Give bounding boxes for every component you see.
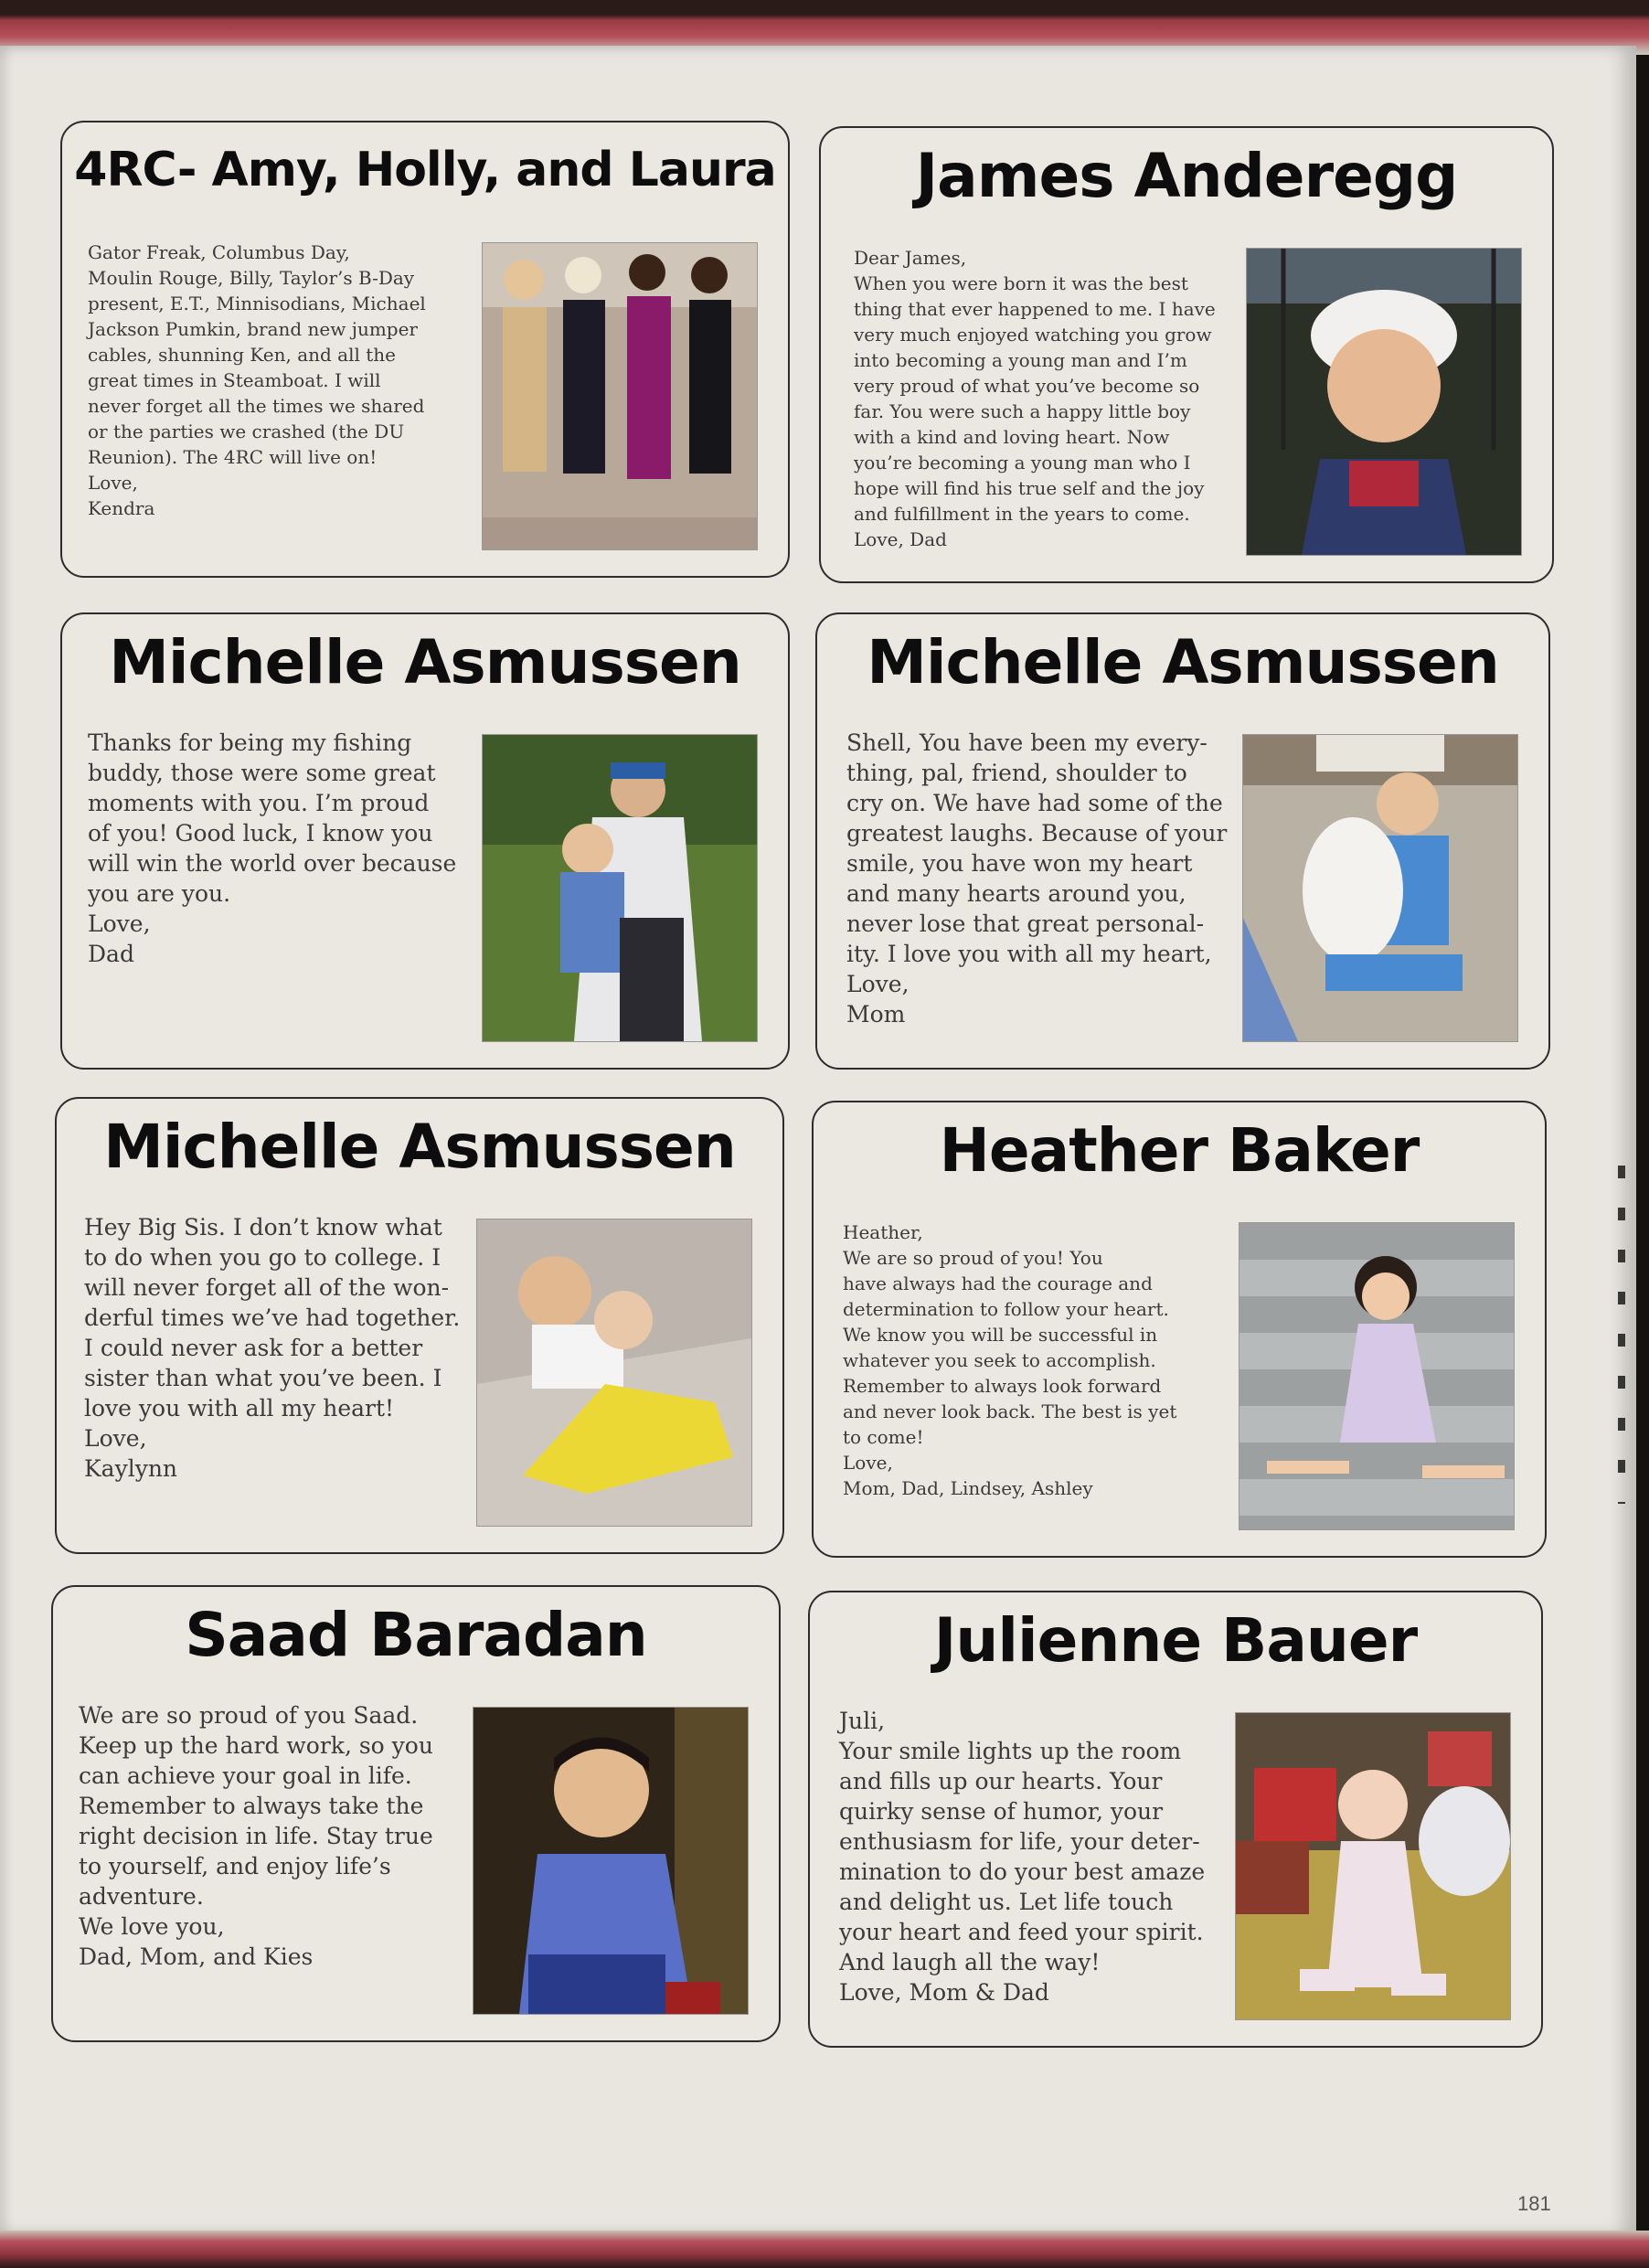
tribute-card — [808, 1591, 1543, 2048]
tribute-photo — [1247, 249, 1521, 555]
tribute-title: Michelle Asmussen — [867, 627, 1499, 697]
tribute-title: 4RC- Amy, Holly, and Laura — [74, 143, 776, 197]
tribute-card — [51, 1585, 781, 2042]
tribute-photo — [477, 1219, 751, 1526]
tribute-photo — [1239, 1223, 1514, 1529]
tribute-message: Heather, We are so proud of you! You have always had the courage and determination to follow your heart. We know you will be successful in whatever you seek to accomplish. Remember to always look forward and never look back. The best is yet to come! Love, Mom, Dad, Lindsey, Ashley — [843, 1221, 1177, 1499]
tribute-message: Shell, You have been my every- thing, pal, friend, shoulder to cry on. We have had some of the greatest laughs. Because of your smile, you have won my heart and many hearts around you, never lose that great personal- ity. I love you with all my heart, Love, Mom — [846, 729, 1228, 1028]
tribute-card — [812, 1101, 1547, 1558]
tribute-card — [55, 1097, 784, 1554]
tribute-photo — [483, 735, 757, 1041]
tribute-card — [60, 121, 790, 578]
binding-bottom — [0, 2231, 1649, 2268]
page-number: 181 — [1517, 2192, 1551, 2215]
tribute-title: Heather Baker — [939, 1115, 1420, 1186]
page-edge-marks — [1618, 1166, 1625, 1504]
tribute-title: Michelle Asmussen — [109, 627, 741, 697]
tribute-title: Saad Baradan — [185, 1600, 647, 1670]
tribute-message: Gator Freak, Columbus Day, Moulin Rouge, Billy, Taylor’s B-Day present, E.T., Minnisodians, Michael Jackson Pumkin, brand new jumper cables, shunning Ken, and all the great times in Steamboat. I will never forget all the times we shared or the parties we crashed (the DU Reunion). The 4RC will live on! Love, Kendra — [88, 241, 426, 519]
tribute-title: Michelle Asmussen — [103, 1112, 736, 1182]
yearbook-page — [0, 46, 1636, 2235]
tribute-message: Juli, Your smile lights up the room and fills up our hearts. Your quirky sense of humor, your enthusiasm for life, your deter- mination to do your best amaze and delight us. Let life touch your heart and feed your spirit. And laugh all the way! Love, Mom & Dad — [839, 1708, 1206, 2006]
tribute-message: Hey Big Sis. I don’t know what to do when you go to college. I will never forget all of the won- derful times we’ve had together. I could never ask for a better sister than what you’ve been. I love you with all my heart! Love, Kaylynn — [84, 1214, 461, 1482]
tribute-card — [815, 612, 1550, 1070]
tribute-photo — [473, 1708, 748, 2014]
tribute-photo — [483, 243, 757, 549]
tribute-message: Dear James, When you were born it was the best thing that ever happened to me. I have very much enjoyed watching you grow into becoming a young man and I’m very proud of what you’ve become so far. You were such a happy little boy with a kind and loving heart. Now you’re becoming a young man who I hope will find his true self and the joy and fulfillment in the years to come. Love, Dad — [854, 247, 1216, 550]
tribute-title: Julienne Bauer — [933, 1605, 1418, 1676]
tribute-photo — [1236, 1713, 1510, 2019]
tribute-message: Thanks for being my fishing buddy, those were some great moments with you. I’m proud of you! Good luck, I know you will win the world over because you are you. Love, Dad — [88, 729, 457, 967]
tribute-photo — [1243, 735, 1517, 1041]
tribute-card — [60, 612, 790, 1070]
tribute-title: James Anderegg — [915, 141, 1458, 211]
tribute-message: We are so proud of you Saad. Keep up the hard work, so you can achieve your goal in life. Remember to always take the right decision in life. Stay true to yourself, and enjoy life’s adventure. We love you, Dad, Mom, and Kies — [79, 1702, 433, 1970]
tribute-card — [819, 126, 1554, 583]
